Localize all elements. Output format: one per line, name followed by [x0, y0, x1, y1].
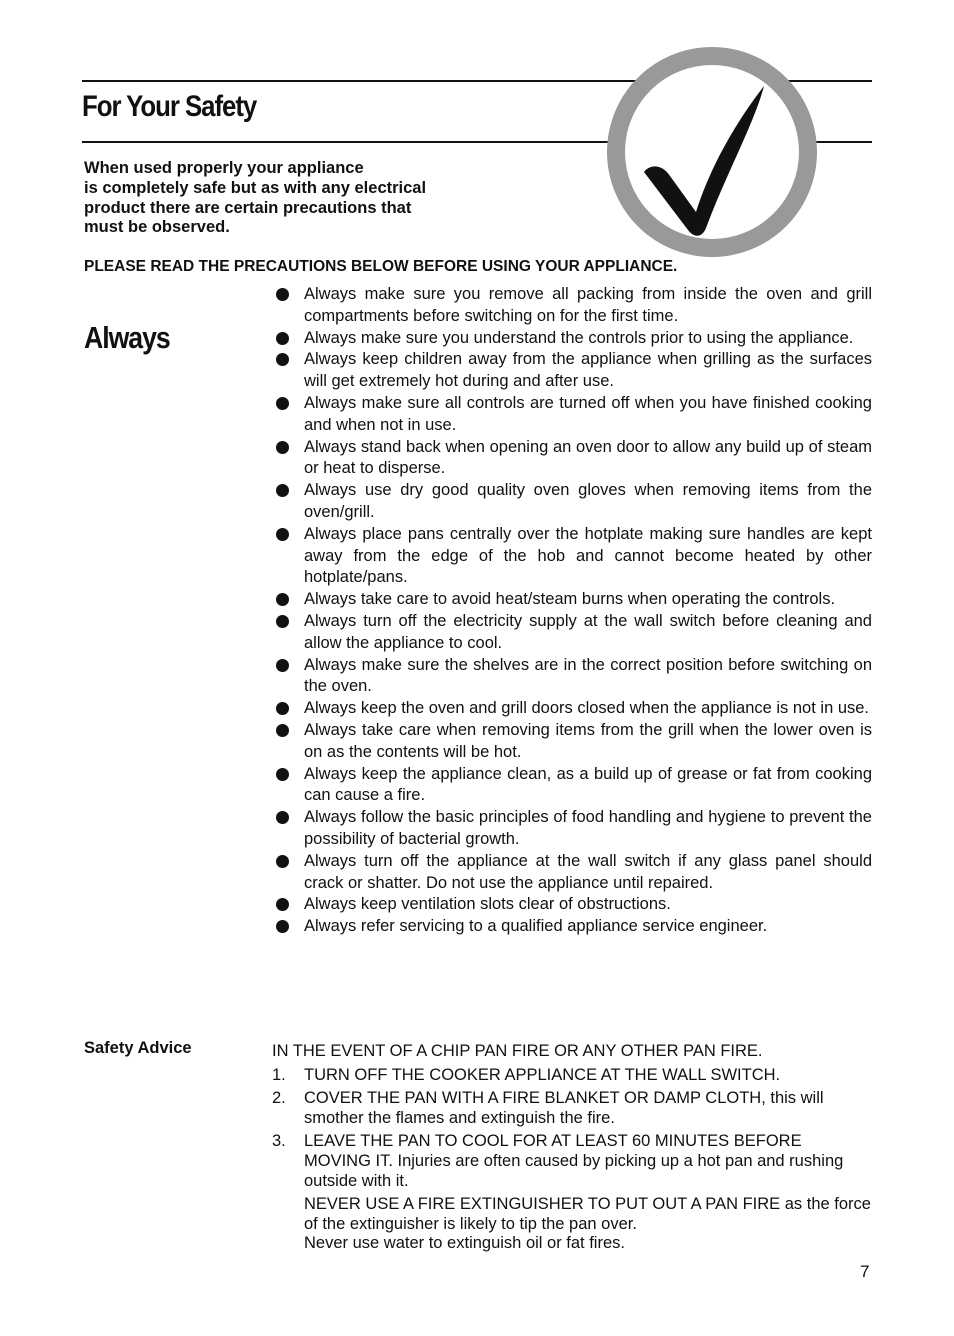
intro-line: is completely safe but as with any electrical	[84, 178, 427, 197]
list-item-text: Always keep ventilation slots clear of obstructions.	[304, 895, 671, 914]
bullet-icon	[276, 484, 289, 497]
bullet-icon	[276, 724, 289, 737]
bullet-icon	[276, 898, 289, 911]
advice-warning-line: NEVER USE A FIRE EXTINGUISHER TO PUT OUT A PAN FIRE as the force of the extinguisher is likely to tip the pan over.	[304, 1195, 871, 1233]
list-item-text: Always refer servicing to a qualified appliance service engineer.	[304, 917, 768, 936]
list-item	[272, 589, 872, 611]
safety-advice-label: Safety Advice	[84, 1039, 192, 1057]
list-item-text: Always make sure all controls are turned off when you have finished cooking and when not in use.	[304, 393, 872, 434]
bullet-icon	[276, 855, 289, 868]
bullet-icon	[276, 702, 289, 715]
bullet-icon	[276, 593, 289, 606]
list-item-text: Always follow the basic principles of food handling and hygiene to prevent the possibility of bacterial growth.	[304, 808, 872, 848]
advice-warning-line: Never use water to extinguish oil or fat fires.	[304, 1234, 625, 1253]
list-item-text: Always take care to avoid heat/steam burns when operating the controls.	[304, 590, 836, 609]
list-item-text: Always keep children away from the appliance when grilling as the surfaces will get extremely hot during and after use.	[304, 350, 872, 391]
bullet-icon	[276, 768, 289, 781]
bullet-icon	[276, 397, 289, 410]
bullet-icon	[276, 659, 289, 672]
advice-step	[272, 1066, 872, 1086]
list-item	[272, 393, 872, 437]
advice-intro: IN THE EVENT OF A CHIP PAN FIRE OR ANY OTHER PAN FIRE.	[272, 1042, 763, 1060]
intro-line: product there are certain precautions that	[84, 198, 412, 217]
bullet-icon	[276, 528, 289, 541]
list-item	[272, 720, 872, 764]
step-text: LEAVE THE PAN TO COOL FOR AT LEAST 60 MINUTES BEFORE MOVING IT. Injuries are often caused by picking up a hot pan and rushing outside with it.	[304, 1132, 844, 1190]
step-text: TURN OFF THE COOKER APPLIANCE AT THE WALL SWITCH.	[304, 1065, 781, 1084]
list-item	[272, 764, 872, 808]
safety-advice-section	[272, 1042, 872, 1254]
list-item	[272, 807, 872, 851]
intro-line: When used properly your appliance	[84, 159, 364, 177]
list-item-text: Always keep the appliance clean, as a build up of grease or fat from cooking can cause a fire.	[304, 764, 872, 805]
bullet-icon	[276, 920, 289, 933]
list-item-text: Always place pans centrally over the hotplate making sure handles are kept away from the edge of the hob and cannot become heated by other hotplate/pans.	[304, 524, 872, 587]
list-item	[272, 611, 872, 655]
list-item-text: Always turn off the appliance at the wall switch if any glass panel should crack or shatter. Do not use the appliance until repaired.	[304, 851, 872, 892]
list-item	[272, 698, 872, 720]
step-number: 3.	[272, 1132, 286, 1151]
list-item-text: Always turn off the electricity supply at the wall switch before cleaning and allow the appliance to cool.	[304, 611, 872, 652]
list-item	[272, 524, 872, 589]
list-item-text: Always make sure the shelves are in the correct position before switching on the oven.	[304, 655, 872, 696]
bullet-icon	[276, 353, 289, 366]
advice-step	[272, 1089, 872, 1128]
bullet-icon	[276, 332, 289, 345]
always-list	[272, 284, 872, 938]
list-item-text: Always take care when removing items from the grill when the lower oven is on as the contents will be hot.	[304, 720, 872, 761]
bullet-icon	[276, 811, 289, 824]
always-heading: Always	[84, 320, 170, 355]
list-item	[272, 284, 872, 328]
list-item	[272, 349, 872, 393]
list-item	[272, 480, 872, 524]
list-item-text: Always stand back when opening an oven door to allow any build up of steam or heat to disperse.	[304, 437, 872, 478]
advice-warning	[304, 1195, 872, 1254]
precautions-notice: PLEASE READ THE PRECAUTIONS BELOW BEFORE USING YOUR APPLIANCE.	[84, 258, 678, 275]
advice-step	[272, 1132, 872, 1191]
list-item-text: Always make sure you understand the controls prior to using the appliance.	[304, 328, 854, 347]
list-item-text: Always use dry good quality oven gloves when removing items from the oven/grill.	[304, 481, 872, 521]
list-item	[272, 894, 872, 916]
list-item-text: Always keep the oven and grill doors closed when the appliance is not in use.	[304, 699, 870, 718]
page-title: For Your Safety	[82, 90, 257, 123]
bullet-icon	[276, 441, 289, 454]
intro-line: must be observed.	[84, 218, 230, 237]
advice-steps	[272, 1066, 872, 1192]
list-item	[272, 437, 872, 481]
list-item	[272, 851, 872, 895]
checkmark-icon	[604, 44, 820, 260]
step-number: 1.	[272, 1065, 286, 1084]
list-item	[272, 655, 872, 699]
page-number: 7	[860, 1262, 870, 1281]
intro-text	[84, 159, 484, 238]
bullet-icon	[276, 288, 289, 301]
bullet-icon	[276, 615, 289, 628]
list-item-text: Always make sure you remove all packing from inside the oven and grill compartments before switching on for the first time.	[304, 285, 872, 325]
list-item	[272, 916, 872, 938]
list-item	[272, 328, 872, 350]
step-text: COVER THE PAN WITH A FIRE BLANKET OR DAMP CLOTH, this will smother the flames and extinguish the fire.	[304, 1089, 824, 1127]
step-number: 2.	[272, 1089, 286, 1108]
